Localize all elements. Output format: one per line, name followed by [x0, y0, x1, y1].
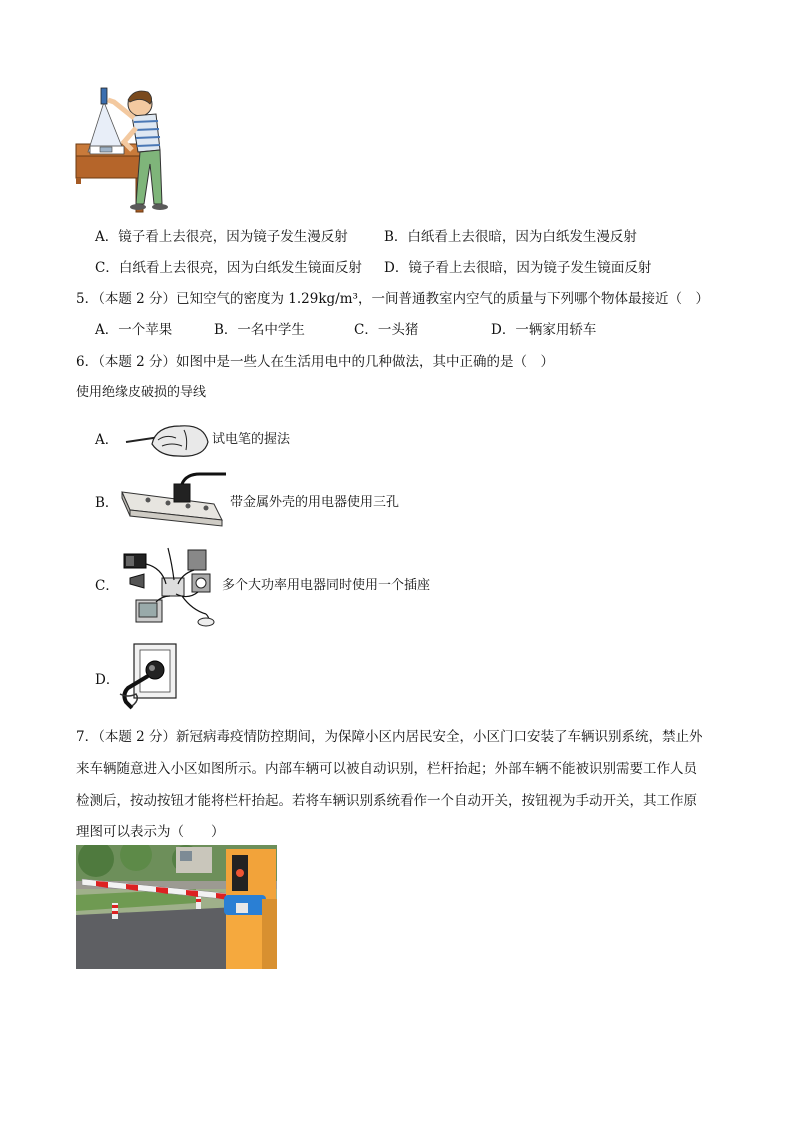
q5-stem: 5．（本题 2 分）已知空气的密度为 1.29kg/m³，一间普通教室内空气的质量与下列哪个物体最接近（ ） — [76, 291, 709, 307]
q6-option-c-caption: 多个大功率用电器同时使用一个插座 — [222, 578, 431, 593]
q6-option-d-letter: D． — [95, 672, 120, 688]
q7-stem-line3: 检测后，按动按钮才能将栏杆抬起。若将车辆识别系统看作一个自动开关，按钮视为手动开关，其工作原 — [76, 793, 697, 809]
q6-stem: 6．（本题 2 分）如图中是一些人在生活用电中的几种做法，其中正确的是（ ） — [76, 354, 555, 370]
q5-option-b: B．一名中学生 — [214, 322, 305, 338]
q4-option-c: C．白纸看上去很亮，因为白纸发生镜面反射 — [95, 260, 362, 276]
q6-option-a-caption: 试电笔的握法 — [212, 432, 291, 447]
wall-socket-plug-image — [118, 642, 182, 712]
q4-option-d: D．镜子看上去很暗，因为镜子发生镜面反射 — [384, 260, 652, 276]
q6-option-c-letter: C． — [95, 578, 119, 594]
q4-option-a: A．镜子看上去很亮，因为镜子发生漫反射 — [95, 229, 348, 245]
q5-option-d: D．一辆家用轿车 — [491, 322, 597, 338]
q7-stem-line1: 7．（本题 2 分）新冠病毒疫情防控期间，为保障小区内居民安全，小区门口安装了车辆识别系统，禁止外 — [76, 729, 703, 745]
q6-option-b-caption: 带金属外壳的用电器使用三孔 — [230, 495, 400, 510]
q6-option-a-letter: A． — [95, 432, 119, 448]
power-strip-image — [118, 470, 228, 530]
q7-stem-line4: 理图可以表示为（ ） — [76, 824, 225, 840]
q5-option-a: A．一个苹果 — [95, 322, 173, 338]
overloaded-socket-image — [122, 544, 222, 630]
test-pen-grip-image — [122, 416, 210, 462]
flashlight-mirror-illustration — [74, 84, 186, 214]
q5-option-c: C．一头猪 — [354, 322, 419, 338]
q6-intro: 使用绝缘皮破损的导线 — [76, 385, 207, 400]
q4-option-b: B．白纸看上去很暗，因为白纸发生漫反射 — [384, 229, 637, 245]
q6-option-b-letter: B． — [95, 495, 119, 511]
vehicle-barrier-gate-photo — [76, 845, 277, 969]
q7-stem-line2: 来车辆随意进入小区如图所示。内部车辆可以被自动识别，栏杆抬起；外部车辆不能被识别需要工作人员 — [76, 761, 697, 777]
